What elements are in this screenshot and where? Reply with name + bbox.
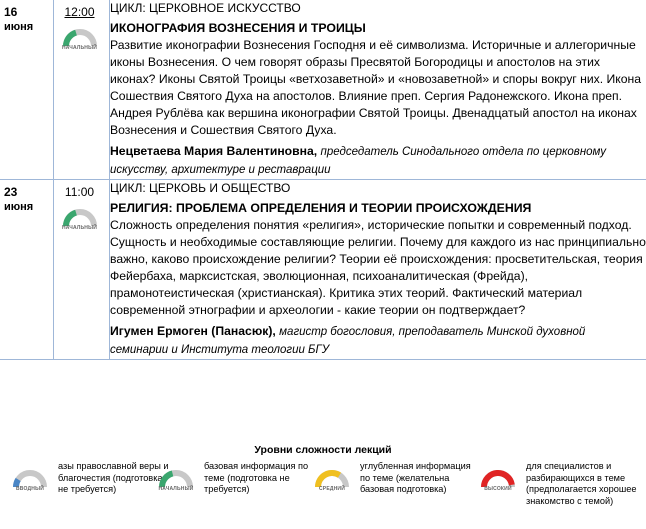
level-gauge-icon — [60, 204, 100, 234]
lecture-day: 16 — [4, 5, 18, 19]
legend-description: для специалистов и разбирающихся в теме (предполагается хорошее знакомство с темой) — [526, 461, 637, 506]
lecture-row — [0, 0, 646, 180]
level-label: НАЧАЛЬНЫЙ — [61, 225, 98, 231]
time-cell — [54, 0, 110, 180]
lecture-cycle: ЦИКЛ: ЦЕРКОВНОЕ ИСКУССТВО — [110, 1, 301, 15]
speaker-block — [110, 323, 646, 359]
lecture-description: Сложность определения понятия «религия», исторические попытки и современный подход. Сущность и необходимые составляющие религии. Почему для каждого из нас принципиально важно, каково происхождение религии? Теории её происхождения: просветительская, теория Фейербаха, марксистская, эволюционная, психоаналитическая (Фрейда), прамонотеистическая (христианская). Критика этих теорий. Фактический материал современной этнографии и археологии - какие теории он подтверждает? — [110, 218, 646, 317]
speaker-name: Игумен Ермоген (Панасюк), — [110, 324, 276, 338]
level-gauge-icon — [156, 465, 196, 495]
difficulty-legend — [0, 461, 646, 529]
lecture-title: РЕЛИГИЯ: ПРОБЛЕМА ОПРЕДЕЛЕНИЯ И ТЕОРИИ ПРОИСХОЖДЕНИЯ — [110, 201, 532, 215]
lecture-day: 23 — [4, 185, 18, 199]
lecture-cycle: ЦИКЛ: ЦЕРКОВЬ И ОБЩЕСТВО — [110, 181, 291, 195]
lecture-month: июня — [4, 21, 34, 33]
legend-description: базовая информация по теме (подготовка не требуется) — [204, 461, 309, 495]
level-label: НАЧАЛЬНЫЙ — [61, 45, 98, 51]
lecture-content — [110, 0, 646, 180]
speaker-role: председатель Синодального отдела по церковному искусству, архитектуре и реставрации — [110, 146, 607, 176]
legend-description: азы православной веры и благочестия (подготовка не требуется) — [58, 461, 169, 495]
lecture-month: июня — [4, 201, 34, 213]
lecture-content — [110, 180, 646, 360]
legend-description: углубленная информация по теме (желательна базовая подготовка) — [360, 461, 471, 495]
level-label: ВВОДНЫЙ — [16, 486, 44, 492]
speaker-name: Нецветаева Мария Валентиновна, — [110, 144, 318, 158]
level-gauge-icon — [10, 465, 50, 495]
level-gauge-icon — [312, 465, 352, 495]
gauge-fill — [162, 473, 173, 487]
lecture-time: 11:00 — [64, 185, 95, 199]
speaker-block — [110, 143, 646, 179]
level-label: ВЫСОКИЙ — [484, 486, 512, 492]
date-cell — [0, 180, 54, 360]
level-label: НАЧАЛЬНЫЙ — [158, 486, 194, 492]
legend-title: Уровни сложности лекций — [254, 444, 392, 456]
gauge-fill — [66, 213, 76, 226]
lecture-row — [0, 180, 646, 360]
level-gauge-icon — [478, 465, 518, 495]
time-cell — [54, 180, 110, 360]
speaker-role: магистр богословия, преподаватель Минской духовной семинарии и Института теологии БГУ — [110, 326, 586, 356]
lecture-title: ИКОНОГРАФИЯ ВОЗНЕСЕНИЯ И ТРОИЦЫ — [110, 21, 366, 35]
level-label: СРЕДНИЙ — [318, 486, 346, 492]
lecture-description: Развитие иконографии Вознесения Господня и её символизма. Историчные и аллегоричные иконы Вознесения. О чем говорят образы Пресвятой Богородицы и апостолов на этих иконах? Иконы Святой Троицы «ветхозаветной» и «новозаветной» и споры вокруг них. Икона Сошествия Святого Духа на апостолов. Влияние преп. Сергия Радонежского. Икона преп. Андрея Рублёва как вершина иконографии Святой Троицы. Двенадцатый апостол на иконах Вознесения и Сошествия Святого Духа. — [110, 38, 642, 137]
gauge-fill — [66, 33, 76, 46]
date-cell — [0, 0, 54, 180]
lecture-time: 12:00 — [64, 5, 95, 19]
gauge-fill — [484, 473, 512, 487]
level-gauge-icon — [60, 24, 100, 54]
gauge-fill — [318, 473, 340, 487]
